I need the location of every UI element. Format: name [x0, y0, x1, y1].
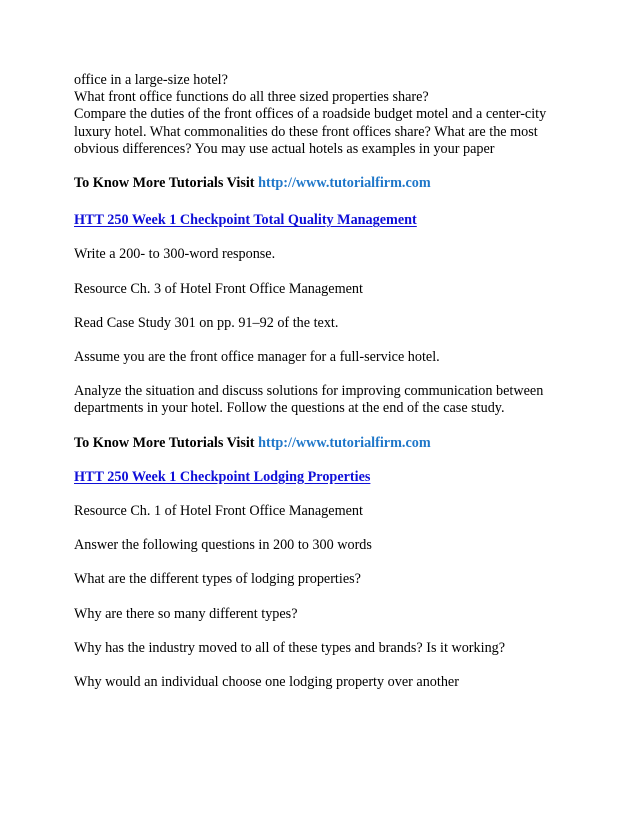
paragraph: Why has the industry moved to all of these types and brands? Is it working? — [74, 639, 506, 656]
promo-url-link[interactable]: http://www.tutorialfirm.com — [258, 175, 431, 192]
analyze-paragraph — [74, 383, 574, 417]
document-page — [74, 72, 574, 708]
paragraph: Why would an individual choose one lodging property over another — [74, 674, 459, 691]
promo-label: To Know More Tutorials Visit — [74, 434, 259, 451]
intro-line: obvious differences? You may use actual hotels as examples in your paper — [74, 140, 495, 157]
paragraph: Assume you are the front office manager for a full-service hotel. — [74, 349, 440, 366]
section-heading — [74, 469, 574, 486]
promo-line — [74, 435, 574, 452]
paragraph: Why are there so many different types? — [74, 605, 298, 622]
paragraph: Resource Ch. 3 of Hotel Front Office Management — [74, 280, 363, 297]
promo-url-link[interactable]: http://www.tutorialfirm.com — [258, 434, 431, 451]
intro-paragraph — [74, 72, 574, 158]
analyze-line: departments in your hotel. Follow the questions at the end of the case study. — [74, 400, 505, 417]
intro-line: What front office functions do all three sized properties share? — [74, 89, 429, 106]
intro-line: Compare the duties of the front offices of a roadside budget motel and a center-city — [74, 106, 547, 123]
paragraph: Read Case Study 301 on pp. 91–92 of the text. — [74, 314, 339, 331]
paragraph: Write a 200- to 300-word response. — [74, 246, 276, 263]
analyze-line: Analyze the situation and discuss solutions for improving communication between — [74, 383, 544, 400]
paragraph: What are the different types of lodging properties? — [74, 571, 361, 588]
section-heading-link[interactable]: HTT 250 Week 1 Checkpoint Lodging Properties — [74, 468, 371, 485]
intro-line: luxury hotel. What commonalities do these front offices share? What are the most — [74, 123, 538, 140]
promo-line — [74, 175, 574, 192]
promo-label: To Know More Tutorials Visit — [74, 175, 259, 192]
section-heading-link[interactable]: HTT 250 Week 1 Checkpoint Total Quality Management — [74, 212, 417, 229]
paragraph: Resource Ch. 1 of Hotel Front Office Management — [74, 503, 363, 520]
section-heading — [74, 212, 574, 229]
paragraph: Answer the following questions in 200 to 300 words — [74, 537, 372, 554]
intro-line: office in a large-size hotel? — [74, 72, 228, 88]
